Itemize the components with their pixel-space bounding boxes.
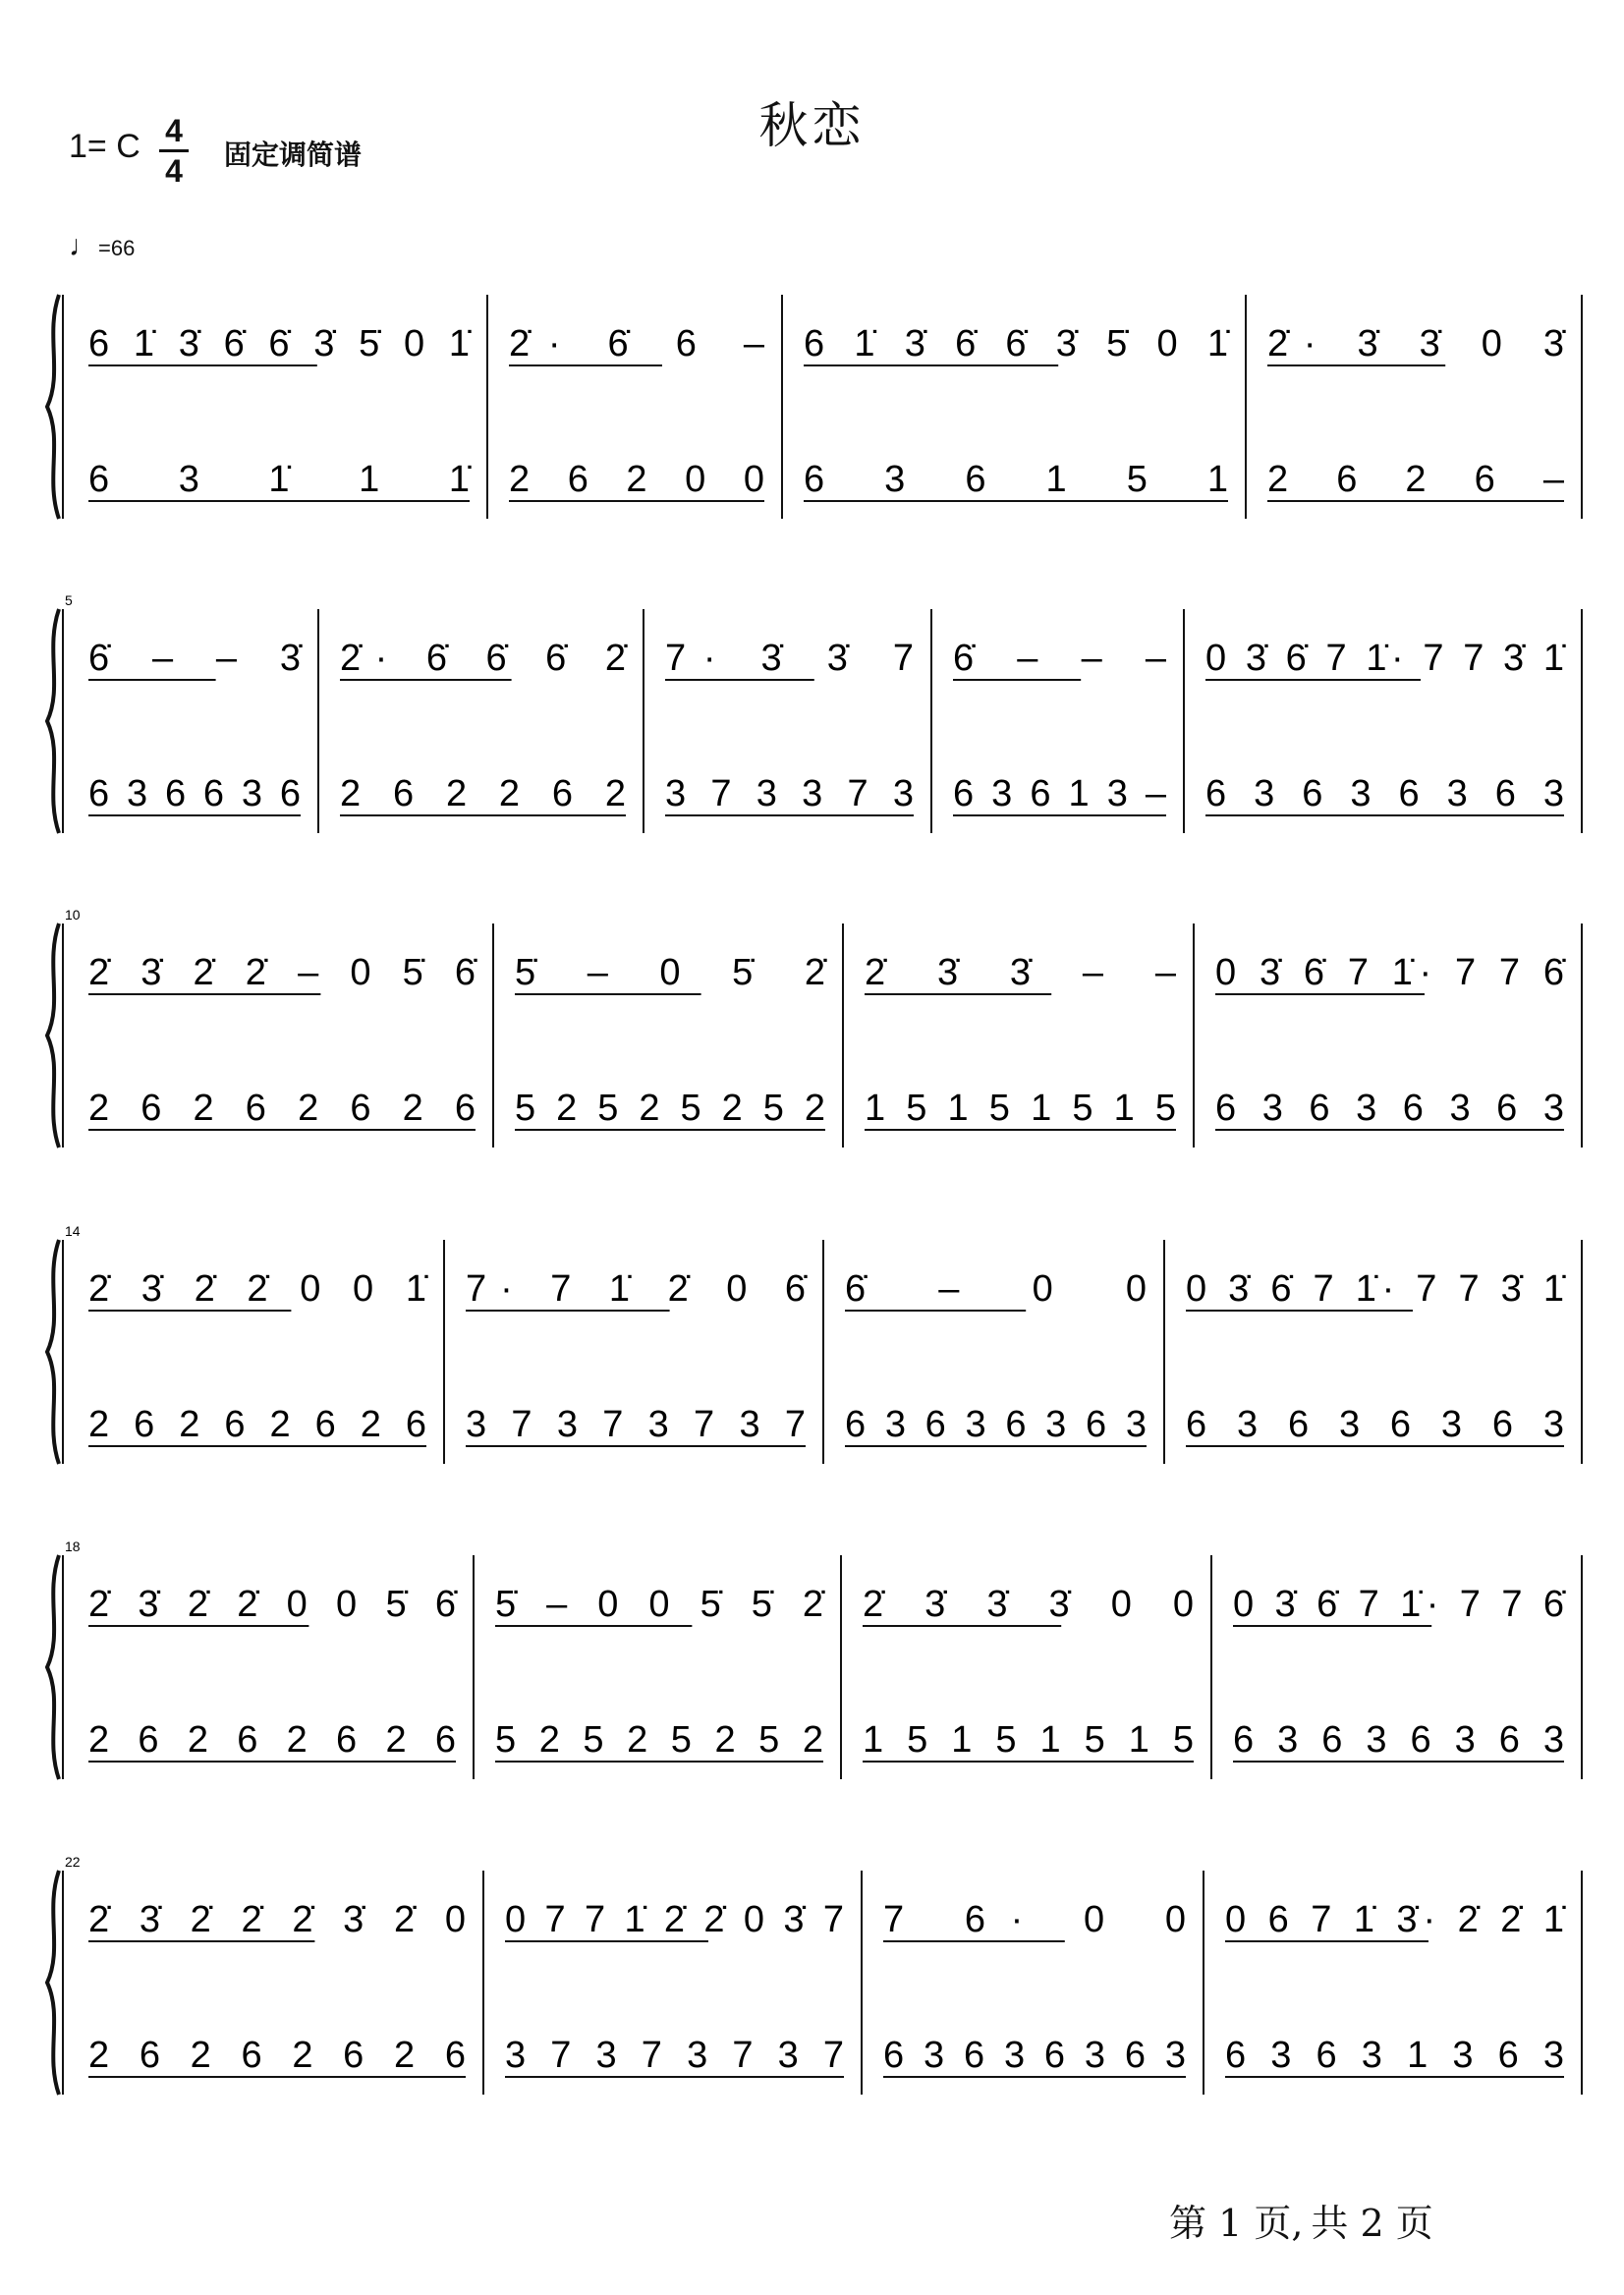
quarter-note-icon: ♩ xyxy=(69,230,98,262)
treble-measure: 5̇ – 0 5̇ 2̇ xyxy=(515,952,825,993)
treble-measure: 2̇ 3̇ 2̇ 2̇ 0 0 1̇ xyxy=(88,1268,426,1310)
bass-measure: 3 7 3 7 3 7 3 7 xyxy=(505,2035,844,2076)
treble-measure: 0 6 7 1̇ 3̇· 2̇ 2̇ 1̇ xyxy=(1225,1899,1564,1940)
treble-measure: 2̇· 6̇ 6̇ 6̇ 2̇ xyxy=(340,638,626,679)
treble-measure: 0 3̇ 6̇ 7 1̇· 7 7 3̇ 1̇ xyxy=(1205,638,1564,679)
bass-measure: 1 5 1 5 1 5 1 5 xyxy=(863,1719,1194,1761)
treble-measure: 6̇ – – – xyxy=(953,638,1166,679)
bass-measure: 2 6 2 2 6 2 xyxy=(340,773,626,814)
bass-measure: 6 3 6 3 6 3 6 3 xyxy=(845,1404,1147,1445)
treble-measure: 0 7 7 1̇ 2̇ 2̇ 0 3̇ 7 xyxy=(505,1899,844,1940)
bass-measure: 6 3 6 1 3 – xyxy=(953,773,1166,814)
song-title: 秋恋 xyxy=(758,97,866,154)
treble-measure: 6̇ – – 3̇ xyxy=(88,638,301,679)
treble-measure: 2̇ 3̇ 3̇ – – xyxy=(865,952,1176,993)
bass-measure: 6 3 6 3 6 3 6 3 xyxy=(1233,1719,1564,1761)
bass-measure: 6 3 6 3 6 3 6 3 xyxy=(883,2035,1186,2076)
notation-type: 固定调简谱 xyxy=(224,140,363,170)
brace xyxy=(47,609,59,833)
bass-measure: 6 3 6 6 3 6 xyxy=(88,773,301,814)
bass-measure: 2 6 2 6 2 6 2 6 xyxy=(88,1719,456,1761)
system xyxy=(47,592,1582,833)
bass-measure: 5 2 5 2 5 2 5 2 xyxy=(515,1088,825,1129)
measure-number: 22 xyxy=(65,1854,81,1870)
bass-measure: 6 3 6 1 5 1 xyxy=(804,459,1228,500)
bass-measure: 2 6 2 6 2 6 2 6 xyxy=(88,1088,476,1129)
measure-number: 18 xyxy=(65,1539,81,1554)
bass-measure: 5 2 5 2 5 2 5 2 xyxy=(495,1719,823,1761)
page-number: 第 1 页, xyxy=(1169,2202,1304,2245)
bass-measure: 2 6 2 6 2 6 2 6 xyxy=(88,1404,426,1445)
treble-measure: 2̇ 3̇ 2̇ 2̇ – 0 5̇ 6̇ xyxy=(88,952,476,993)
bass-measure: 6 3 6 3 1 3 6 3 xyxy=(1225,2035,1564,2076)
bass-measure: 6 3 1̇ 1 1̇ xyxy=(88,459,470,500)
treble-measure: 0 3̇ 6̇ 7 1̇· 7 7 6̇ xyxy=(1215,952,1564,993)
measure-number: 14 xyxy=(65,1223,81,1239)
brace xyxy=(47,1240,59,1464)
treble-measure: 6 1̇ 3̇ 6̇ 6̇ 3̇ 5̇ 0 1̇ xyxy=(804,323,1228,364)
bass-measure: 6 3 6 3 6 3 6 3 xyxy=(1186,1404,1564,1445)
brace xyxy=(47,1871,59,2095)
treble-measure: 2̇· 3̇ 3̇ 0 3̇ xyxy=(1267,323,1564,364)
treble-measure: 0 3̇ 6̇ 7 1̇· 7 7 3̇ 1̇ xyxy=(1186,1268,1564,1310)
treble-measure: 2̇ 3̇ 3̇ 3̇ 0 0 xyxy=(863,1584,1194,1625)
bass-measure: 2 6 2 0 0 xyxy=(509,459,764,500)
system xyxy=(47,295,1582,519)
key-signature: 1= C xyxy=(69,128,140,165)
time-signature-bottom: 4 xyxy=(165,153,183,189)
measure-number: 5 xyxy=(65,592,73,608)
treble-measure: 6̇ – 0 0 xyxy=(845,1268,1147,1310)
measure-number: 10 xyxy=(65,907,81,923)
system xyxy=(47,907,1582,1148)
bass-measure: 6 3 6 3 6 3 6 3 xyxy=(1205,773,1564,814)
treble-measure: 5̇ – 0 0 5̇ 5̇ 2̇ xyxy=(495,1584,823,1625)
treble-measure: 7· 3̇ 3̇ 7 xyxy=(665,638,914,679)
treble-measure: 6 1̇ 3̇ 6̇ 6̇ 3̇ 5̇ 0 1̇ xyxy=(88,323,470,364)
treble-measure: 0 3̇ 6̇ 7 1̇· 7 7 6̇ xyxy=(1233,1584,1564,1625)
bass-measure: 6 3 6 3 6 3 6 3 xyxy=(1215,1088,1564,1129)
system xyxy=(47,1223,1582,1464)
brace xyxy=(47,924,59,1148)
page-footer xyxy=(1169,2193,1441,2247)
bass-measure: 3 7 3 3 7 3 xyxy=(665,773,914,814)
time-signature-top: 4 xyxy=(165,113,183,148)
tempo-value: =66 xyxy=(98,236,136,260)
treble-measure: 2̇ 3̇ 2̇ 2̇ 2̇ 3̇ 2̇ 0 xyxy=(88,1899,466,1940)
treble-measure: 7· 7 1̇ 2̇ 0 6̇ xyxy=(466,1268,806,1310)
bass-measure: 2 6 2 6 2 6 2 6 xyxy=(88,2035,466,2076)
page-total: 共 2 页 xyxy=(1311,2202,1433,2245)
bass-measure: 3 7 3 7 3 7 3 7 xyxy=(466,1404,806,1445)
bass-measure: 1 5 1 5 1 5 1 5 xyxy=(865,1088,1176,1129)
system xyxy=(47,1854,1582,2095)
system xyxy=(47,1539,1582,1779)
brace xyxy=(47,1555,59,1779)
brace xyxy=(47,295,59,519)
bass-measure: 2 6 2 6 – xyxy=(1267,459,1564,500)
treble-measure: 7 6· 0 0 xyxy=(883,1899,1186,1940)
treble-measure: 2̇· 6̇ 6 – xyxy=(509,323,764,364)
treble-measure: 2̇ 3̇ 2̇ 2̇ 0 0 5̇ 6̇ xyxy=(88,1584,456,1625)
